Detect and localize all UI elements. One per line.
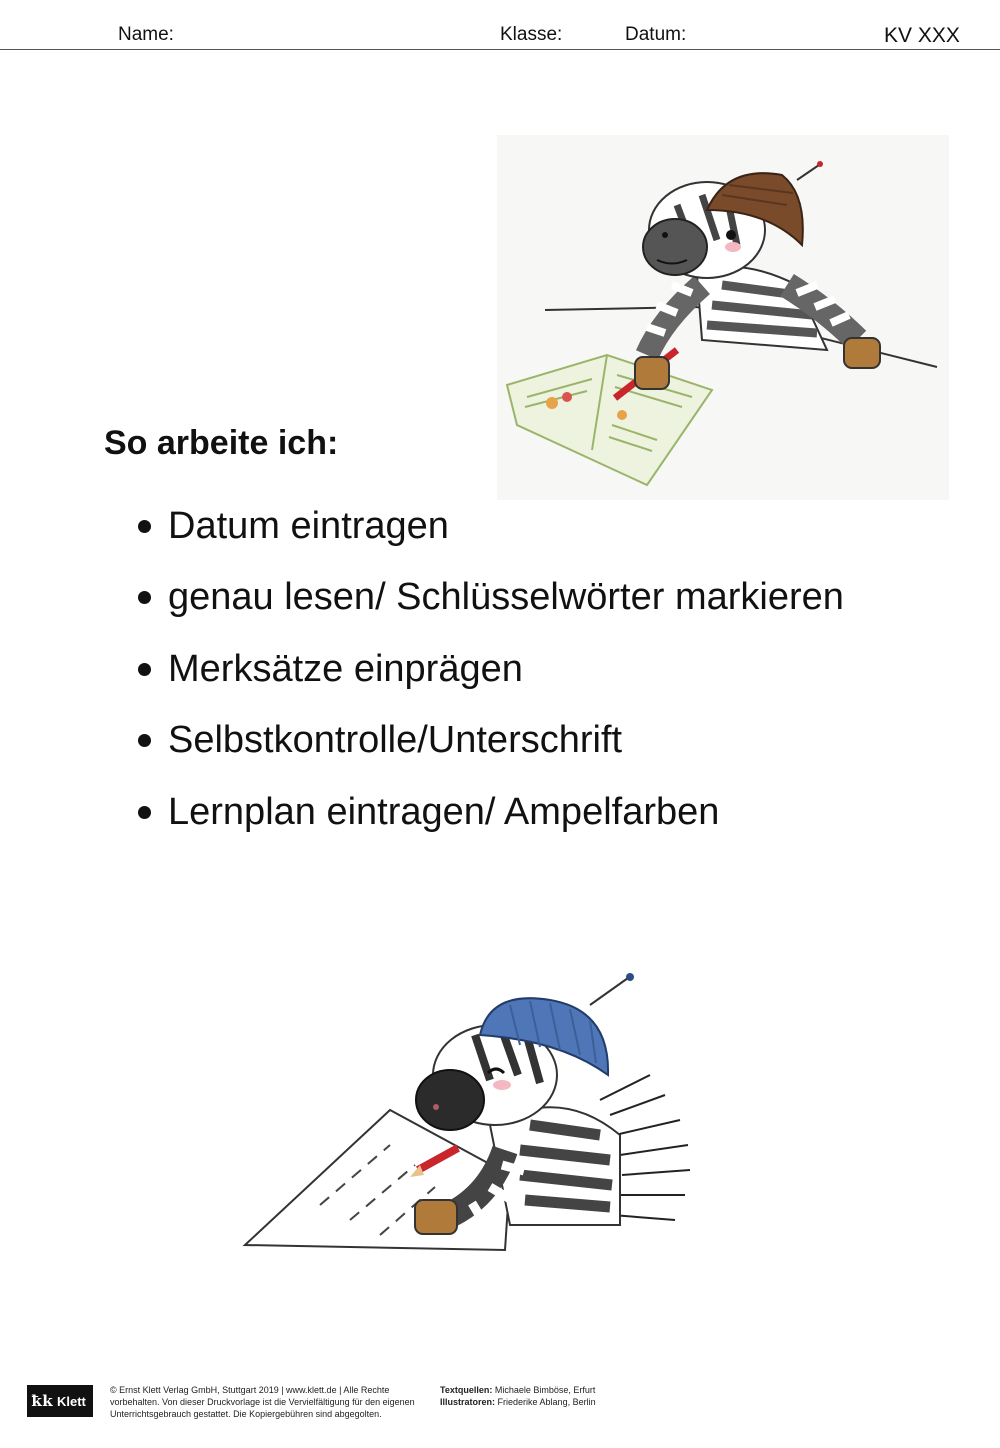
page-heading: So arbeite ich: bbox=[104, 424, 339, 462]
klett-logo bbox=[27, 1385, 93, 1417]
list-item bbox=[138, 505, 449, 548]
kv-code: KV XXX bbox=[884, 24, 960, 47]
paper-sheet bbox=[245, 1110, 510, 1250]
zebra-reading-illustration bbox=[497, 135, 949, 500]
glove bbox=[415, 1200, 457, 1234]
bullet-icon bbox=[138, 806, 151, 819]
header-divider bbox=[0, 49, 1000, 50]
klasse-label: Klasse: bbox=[500, 24, 563, 45]
list-item bbox=[138, 719, 622, 762]
list-item-text: genau lesen/ Schlüsselwörter markieren bbox=[168, 576, 844, 618]
bullet-icon bbox=[138, 734, 151, 747]
zebra-snout bbox=[416, 1070, 484, 1130]
list-item-text: Selbstkontrolle/Unterschrift bbox=[168, 719, 623, 761]
right-glove bbox=[844, 338, 880, 368]
text-sources-value: Michaele Bimböse, Erfurt bbox=[494, 1385, 596, 1395]
copyright-line: vorbehalten. Von dieser Druckvorlage ist die Vervielfältigung für den eigenen bbox=[110, 1397, 415, 1407]
text-sources-label: Textquellen: bbox=[440, 1385, 493, 1395]
list-item bbox=[138, 648, 523, 691]
list-item-text: Merksätze einprägen bbox=[168, 648, 523, 690]
copyright-notice bbox=[110, 1384, 430, 1420]
name-label: Name: bbox=[118, 24, 174, 45]
list-item-text: Lernplan eintragen/ Ampelfarben bbox=[168, 791, 720, 833]
bullet-icon bbox=[138, 591, 151, 604]
list-item bbox=[138, 576, 844, 619]
copyright-line: © Ernst Klett Verlag GmbH, Stuttgart 2019 | www.klett.de | Alle Rechte bbox=[110, 1385, 390, 1395]
zebra-writing-illustration bbox=[240, 965, 720, 1265]
list-item bbox=[138, 791, 719, 834]
datum-label: Datum: bbox=[625, 24, 687, 45]
bullet-icon bbox=[138, 520, 151, 533]
copyright-line: Unterrichtsgebrauch gestattet. Die Kopiergebühren sind abgegolten. bbox=[110, 1409, 382, 1419]
logo-mark: ꝁk bbox=[31, 1392, 53, 1410]
credits bbox=[440, 1384, 690, 1408]
list-item-text: Datum eintragen bbox=[168, 505, 449, 547]
logo-word: Klett bbox=[57, 1393, 86, 1409]
bullet-icon bbox=[138, 663, 151, 676]
illustrators-value: Friederike Ablang, Berlin bbox=[497, 1397, 596, 1407]
zebra-snout bbox=[643, 219, 707, 275]
illustrators-label: Illustratoren: bbox=[440, 1397, 496, 1407]
